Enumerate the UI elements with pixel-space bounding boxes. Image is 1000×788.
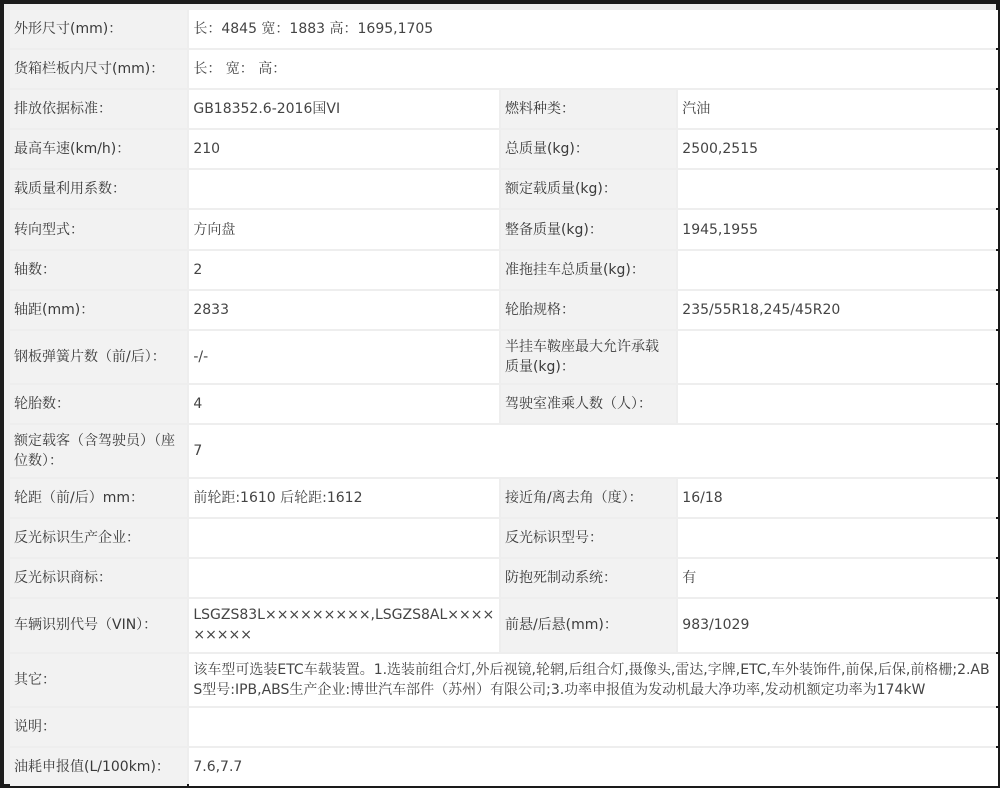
value-cell: 7.6,7.7 xyxy=(189,748,998,786)
label-cell: 反光标识商标： xyxy=(10,559,187,597)
table-row xyxy=(10,479,998,517)
table-row xyxy=(10,331,998,383)
label-cell: 准拖挂车总质量(kg)： xyxy=(501,251,676,289)
label-cell: 驾驶室准乘人数（人）： xyxy=(501,385,676,423)
label-cell: 防抱死制动系统： xyxy=(501,559,676,597)
table-row xyxy=(10,10,998,48)
value-cell: 210 xyxy=(189,130,499,168)
value-cell xyxy=(678,385,998,423)
value-cell xyxy=(678,519,998,557)
label-cell: 车辆识别代号（VIN）： xyxy=(10,599,187,651)
value-cell: 16/18 xyxy=(678,479,998,517)
label-cell: 说明： xyxy=(10,708,187,746)
label-cell: 额定载质量(kg)： xyxy=(501,170,676,208)
value-cell: 汽油 xyxy=(678,90,998,128)
table-row xyxy=(10,210,998,248)
value-cell: 前轮距:1610 后轮距:1612 xyxy=(189,479,499,517)
label-cell: 轴数： xyxy=(10,251,187,289)
label-cell: 接近角/离去角（度）： xyxy=(501,479,676,517)
value-cell xyxy=(678,331,998,383)
label-cell: 额定载客（含驾驶员）（座位数）： xyxy=(10,425,187,477)
value-cell xyxy=(189,170,499,208)
label-cell: 最高车速(km/h)： xyxy=(10,130,187,168)
label-cell: 轮距（前/后）mm： xyxy=(10,479,187,517)
label-cell: 反光标识生产企业： xyxy=(10,519,187,557)
label-cell: 转向型式： xyxy=(10,210,187,248)
label-cell: 前悬/后悬(mm)： xyxy=(501,599,676,651)
label-cell: 半挂车鞍座最大允许承载质量(kg)： xyxy=(501,331,676,383)
table-row xyxy=(10,519,998,557)
table-row xyxy=(10,170,998,208)
value-cell xyxy=(189,708,998,746)
label-cell: 其它： xyxy=(10,654,187,706)
label-cell: 轮胎数： xyxy=(10,385,187,423)
label-cell: 外形尺寸(mm)： xyxy=(10,10,187,48)
value-cell: 有 xyxy=(678,559,998,597)
value-cell: 方向盘 xyxy=(189,210,499,248)
value-cell: 235/55R18,245/45R20 xyxy=(678,291,998,329)
label-cell: 整备质量(kg)： xyxy=(501,210,676,248)
table-row xyxy=(10,251,998,289)
label-cell: 总质量(kg)： xyxy=(501,130,676,168)
value-cell xyxy=(678,170,998,208)
value-cell: 2 xyxy=(189,251,499,289)
table-row xyxy=(10,50,998,88)
label-cell: 载质量利用系数： xyxy=(10,170,187,208)
table-row xyxy=(10,748,998,786)
label-cell: 货箱栏板内尺寸(mm)： xyxy=(10,50,187,88)
vehicle-spec-table xyxy=(8,8,1000,788)
table-row xyxy=(10,90,998,128)
vin-value-cell: LSGZS83L×××××××××,LSGZS8AL××××××××× xyxy=(189,599,499,651)
label-cell: 轴距(mm)： xyxy=(10,291,187,329)
notes-value-cell: 该车型可选装ETC车载装置。1.选装前组合灯,外后视镜,轮辋,后组合灯,摄像头,雷达,字牌,ETC,车外装饰件,前保,后保,前格栅;2.ABS型号:IPB,ABS生产企业:博世汽车部件（苏州）有限公司;3.功率申报值为发动机最大净功率,发动机额定功率为174kW xyxy=(189,654,998,706)
table-row xyxy=(10,385,998,423)
label-cell: 轮胎规格： xyxy=(501,291,676,329)
label-cell: 反光标识型号： xyxy=(501,519,676,557)
label-cell: 燃料种类： xyxy=(501,90,676,128)
table-row xyxy=(10,291,998,329)
value-cell: 长： 宽： 高： xyxy=(189,50,998,88)
value-cell: -/- xyxy=(189,331,499,383)
table-row xyxy=(10,130,998,168)
value-cell: 1945,1955 xyxy=(678,210,998,248)
label-cell: 排放依据标准： xyxy=(10,90,187,128)
value-cell xyxy=(189,559,499,597)
value-cell: 长：4845 宽：1883 高：1695,1705 xyxy=(189,10,998,48)
value-cell xyxy=(678,251,998,289)
table-row xyxy=(10,559,998,597)
value-cell: 7 xyxy=(189,425,998,477)
label-cell: 钢板弹簧片数（前/后）： xyxy=(10,331,187,383)
value-cell: GB18352.6-2016国VI xyxy=(189,90,499,128)
value-cell xyxy=(189,519,499,557)
value-cell: 4 xyxy=(189,385,499,423)
value-cell: 2500,2515 xyxy=(678,130,998,168)
value-cell: 2833 xyxy=(189,291,499,329)
table-row xyxy=(10,654,998,706)
table-row xyxy=(10,599,998,651)
value-cell: 983/1029 xyxy=(678,599,998,651)
table-row xyxy=(10,425,998,477)
table-row xyxy=(10,708,998,746)
label-cell: 油耗申报值(L/100km)： xyxy=(10,748,187,786)
